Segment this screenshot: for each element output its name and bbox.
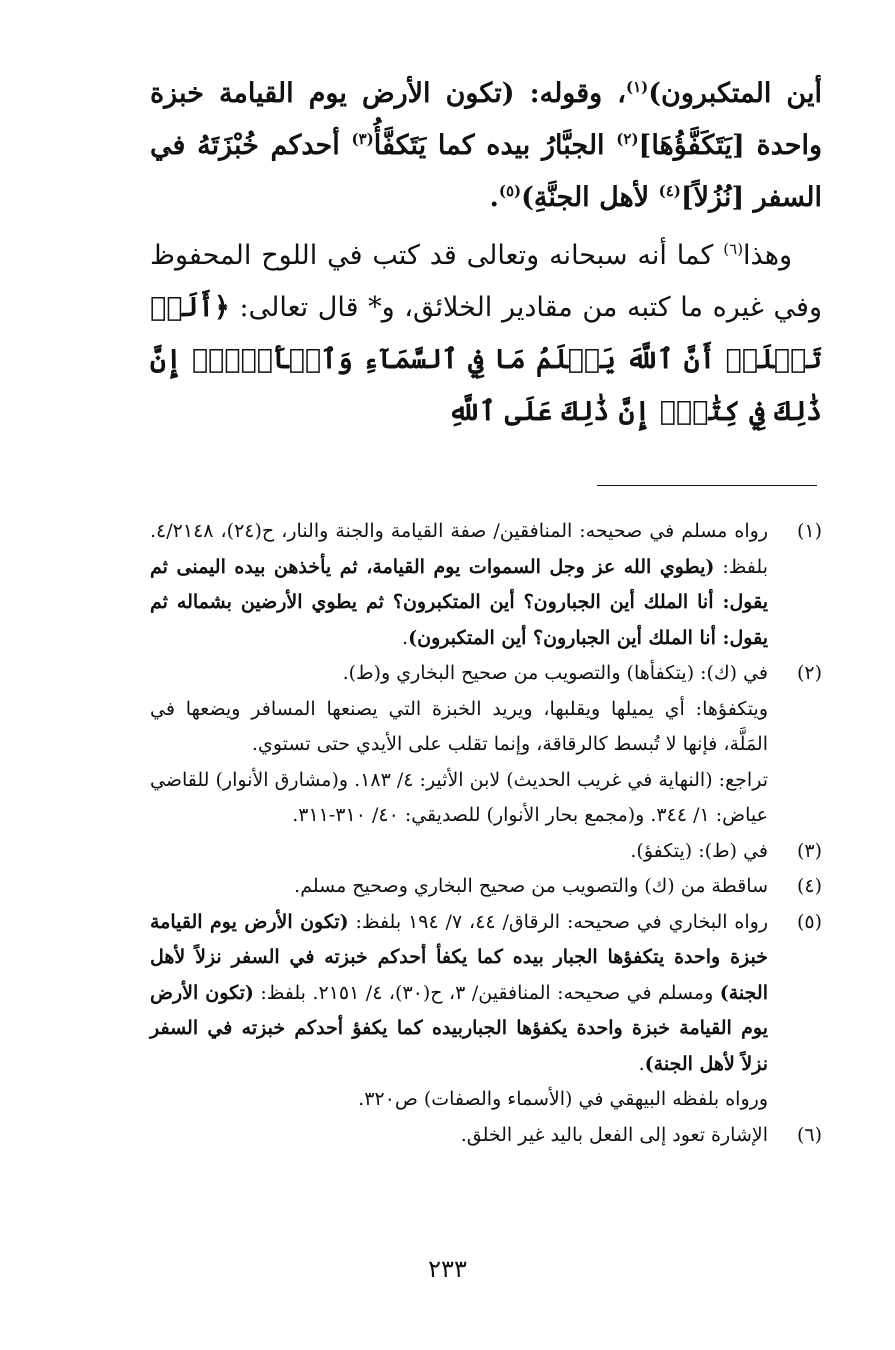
text-run: وهذا [743,240,792,271]
footnote-line: تراجع: (النهاية في غريب الحديث) لابن الأثير: ٤/ ١٨٣. و(مشارق الأنوار) للقاضي عياض: ١/ ٣٤٤. و(مجمع بحار الأنوار) للصديقي: ٤٠/ ٣١٠-٣١١. [150,768,768,826]
footnote-line: ورواه بلفظه البيهقي في (الأسماء والصفات) ص٣٢٠. [358,1088,768,1110]
footnote-ref-2[interactable]: (٢) [616,130,639,148]
text-run: . [402,626,409,649]
text-run: الجبَّارُ بيده كما يَتَكفَّأُ [373,130,617,161]
main-paragraph-2 [150,230,822,438]
footnote-body [150,869,768,905]
text-run: ، وقوله: (تكون الأرض يوم القيامة خبزة واحدة [يَتَكَفَّؤُهَا] [150,78,822,161]
footnote-4 [150,869,822,905]
footnote-number: (٦) [796,1123,822,1146]
footnote-line: في (ط): (يتكفؤ). [630,839,768,862]
footnote-body [150,834,768,870]
hadith-quote: (يطوي الله عز وجل السموات يوم القيامة، ثم يأخذهن بيده اليمنى ثم يقول: أنا الملك أين الجبارون؟ أين المتكبرون؟ ثم يطوي الأرضين بشماله ثم يقول: أنا الملك أين الجبارون؟ أين المتكبرون) [150,555,768,649]
footnote-line: ساقطة من (ك) والتصويب من صحيح البخاري وصحيح مسلم. [294,875,768,897]
text-run: أحدكم خُبْزَتَهُ في السفر [نُزُلاً] [150,130,822,213]
text-run: لأهل الجنَّةِ) [521,182,659,213]
footnote-separator [597,485,817,486]
footnote-6 [150,1118,822,1154]
hadith-quote: (تكون الأرض يوم القيامة خبزة واحدة يكفؤها الجباربيده كما يكفؤ أحدكم خبزته في السفر نزلاً لأهل الجنة) [150,981,768,1075]
footnote-number: (٣) [796,839,822,862]
footnote-number: (٤) [796,875,822,897]
footnote-1 [150,514,822,656]
text-run: . [638,1052,645,1075]
footnote-line: الإشارة تعود إلى الفعل باليد غير الخلق. [460,1123,768,1146]
footnote-body [150,905,768,1118]
footnote-body [150,1118,768,1154]
quran-verse: ﴿أَلَمۡ تَعۡلَمۡ أَنَّ ٱللَّهَ يَعۡلَمُ مَا فِي ٱلسَّمَآءِ وَٱلۡأَرۡضِۗ إِنَّ ذَٰلِكَ فِي كِتَٰبٍۚ إِنَّ ذَٰلِكَ عَلَى ٱللَّهِ [150,292,822,427]
footnote-line: ويتكفؤها: أي يميلها ويقلبها، ويريد الخبزة التي يصنعها المسافر ويضعها في المَلَّة، فإنها لا تُبسط كالرقاقة، وإنما تقلب على الأيدي حتى تستوي. [150,697,768,755]
footnote-body [150,656,768,834]
hadith-quote: (تكون الأرض يوم القيامة خبزة واحدة يتكفؤها الجبار بيده كما يكفأ أحدكم خبزته في السفر نزلاً لأهل الجنة) [150,910,768,1004]
footnote-number: (٢) [796,662,822,684]
footnote-ref-1[interactable]: (١) [625,78,649,96]
footnote-ref-3[interactable]: (٣) [351,130,374,148]
footnote-number: (٥) [796,910,822,933]
footnote-body [150,514,768,656]
footnote-2 [150,656,822,834]
footnotes [150,514,822,1153]
text-run: أين المتكبرون) [648,78,822,109]
footnote-5 [150,905,822,1118]
footnote-number: (١) [796,520,822,542]
main-paragraph-1 [150,68,822,224]
text-run: ومسلم في صحيحه: المنافقين/ ٣، ح(٣٠)، ٤/ ٢١٥١. بلفظ: [253,981,720,1004]
text-run: . [489,182,499,213]
footnote-ref-4[interactable]: (٤) [658,182,681,200]
main-text [150,68,822,438]
text-run: رواه البخاري في صحيحه: الرقاق/ ٤٤، ٧/ ١٩٤ بلفظ: [348,910,769,933]
footnote-line: في (ك): (يتكفأها) والتصويب من صحيح البخاري و(ط). [342,662,768,684]
footnote-ref-5[interactable]: (٥) [498,182,522,200]
text-run: كما أنه سبحانه وتعالى قد كتب في اللوح المحفوظ وفي غيره ما كتبه من مقادير الخلائق، و* قال تعالى: [150,240,822,323]
text-run: رواه مسلم في صحيحه: المنافقين/ صفة القيامة والجنة والنار، ح(٢٤)، ٤/٢١٤٨. بلفظ: [150,520,769,578]
page-number: ٢٣٣ [428,1255,467,1283]
footnote-ref-6[interactable]: (٦) [723,240,744,258]
footnote-3 [150,834,822,870]
